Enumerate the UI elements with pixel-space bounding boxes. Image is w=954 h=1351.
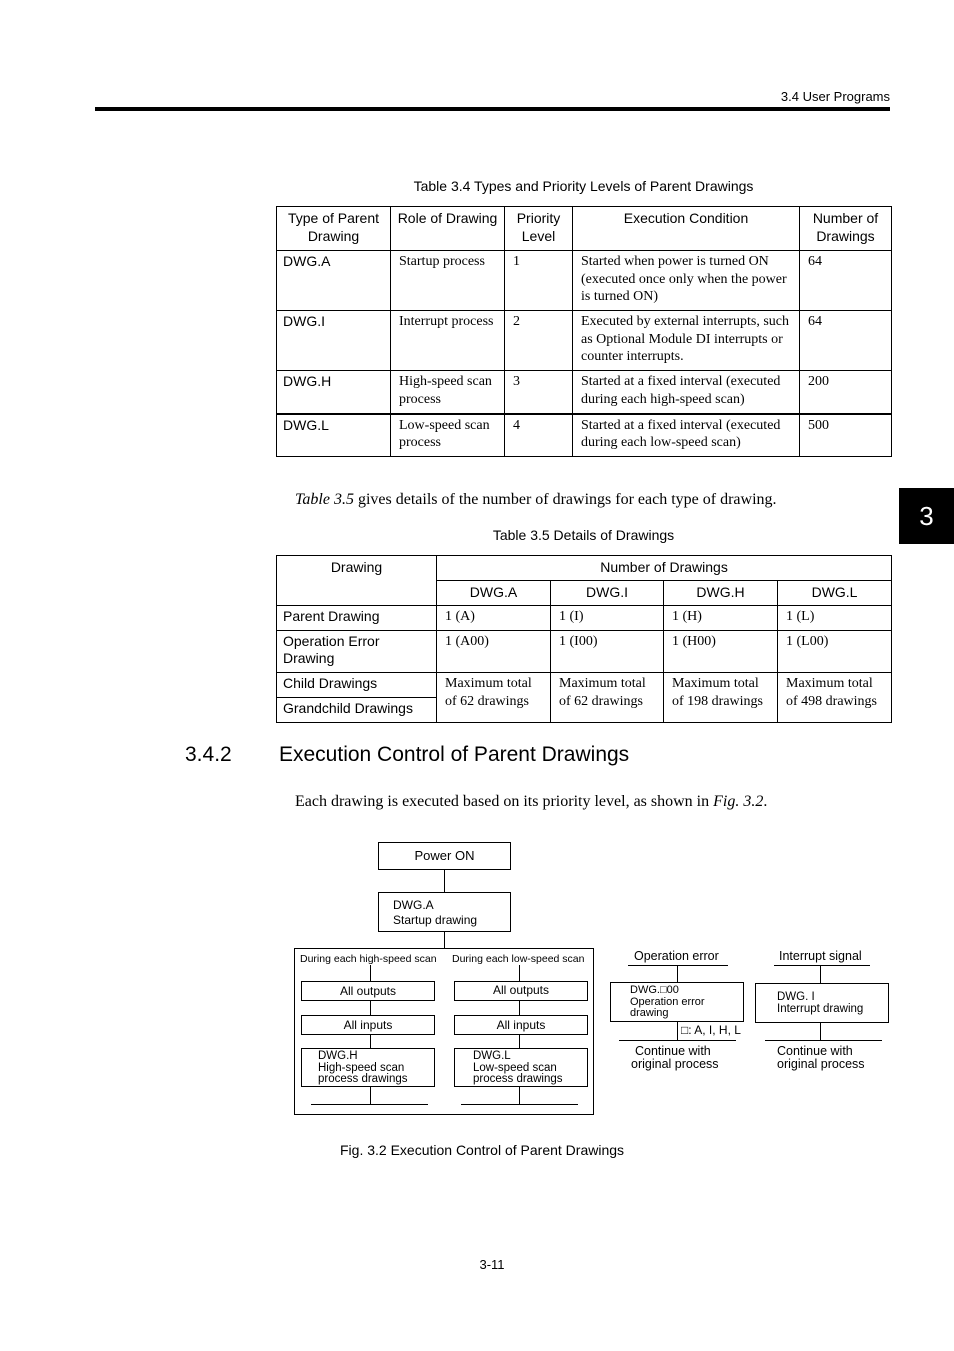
column-subheader: DWG.A (437, 581, 551, 606)
table-cell: 64 (800, 251, 892, 311)
row-label: Child Drawings (277, 673, 437, 698)
table-cell: 1 (A) (437, 606, 551, 631)
connector-line (519, 1001, 520, 1015)
body-text-end: . (763, 793, 768, 810)
connector-line (677, 1022, 678, 1040)
table-cell: Started at a fixed interval (executed during each high-speed scan) (573, 371, 800, 414)
connector-line (370, 965, 371, 981)
continue-note: Continue with (777, 1044, 853, 1058)
table-row (277, 631, 892, 673)
table-cell: Maximum total of 62 drawings (437, 673, 551, 723)
table-header-row (277, 207, 892, 251)
column-header: Execution Condition (573, 207, 800, 251)
connector-line (370, 1035, 371, 1048)
table-reference: Table 3.5 (295, 491, 354, 508)
table-cell: 1 (L00) (778, 631, 892, 673)
table-cell: Low-speed scan process (391, 414, 505, 457)
table-cell: 200 (800, 371, 892, 414)
column-subheader: DWG.L (778, 581, 892, 606)
table-3-5-caption: Table 3.5 Details of Drawings (492, 527, 675, 543)
figure-caption: Fig. 3.2 Execution Control of Parent Drawings (340, 1142, 625, 1158)
high-all-inputs-box (301, 1015, 435, 1035)
row-label: Grandchild Drawings (277, 698, 437, 723)
column-header: Type of Parent Drawing (277, 207, 391, 251)
body-text: Each drawing is executed based on its priority level, as shown in (295, 793, 714, 810)
table-3-5 (276, 555, 892, 723)
table-cell: 1 (I) (551, 606, 664, 631)
end-line (619, 1040, 736, 1041)
table-row (277, 414, 892, 457)
high-drawing-desc: High-speed scan (318, 1061, 405, 1074)
op-error-drawing-name: DWG.□00 (630, 984, 679, 996)
high-drawing-desc2: process drawings (318, 1073, 408, 1085)
column-header: Priority Level (505, 207, 573, 251)
table-cell: 1 (A00) (437, 631, 551, 673)
startup-drawing-desc: Startup drawing (393, 913, 478, 927)
table-cell: 3 (505, 371, 573, 414)
header-rule (95, 107, 890, 111)
table-cell: DWG.A (277, 251, 391, 311)
table-cell: Interrupt process (391, 311, 505, 371)
startup-drawing-box (378, 892, 511, 932)
all-outputs-label: All outputs (492, 983, 550, 997)
table-header-row (277, 556, 892, 581)
table-row (277, 606, 892, 631)
table-cell: DWG.H (277, 371, 391, 414)
interrupt-signal-label: Interrupt signal (779, 949, 862, 963)
power-on-label: Power ON (414, 848, 475, 863)
operation-error-label: Operation error (634, 949, 719, 963)
connector-line (519, 1087, 520, 1104)
operation-error-drawing-box (610, 982, 744, 1022)
end-line (765, 1040, 882, 1041)
drawing-type-note: □: A, I, H, L (681, 1023, 741, 1037)
interrupt-drawing-name: DWG. I (777, 991, 815, 1003)
table-cell: 4 (505, 414, 573, 457)
column-header: Role of Drawing (391, 207, 505, 251)
connector-line (370, 1001, 371, 1015)
continue-note: Continue with (635, 1044, 711, 1058)
table-cell: 2 (505, 311, 573, 371)
high-drawing-name: DWG.H (318, 1050, 358, 1062)
table-cell: Started at a fixed interval (executed during each low-speed scan) (573, 414, 800, 457)
table-cell: 500 (800, 414, 892, 457)
table-cell: 1 (L) (778, 606, 892, 631)
table-row (277, 371, 892, 414)
table-cell: DWG.I (277, 311, 391, 371)
low-all-inputs-box (454, 1015, 588, 1035)
column-subheader: DWG.I (551, 581, 664, 606)
connector-line (519, 965, 520, 981)
table-3-4-caption: Table 3.4 Types and Priority Levels of Parent Drawings (413, 178, 754, 194)
table-3-4 (276, 206, 892, 457)
column-header: Drawing (277, 556, 437, 606)
power-on-box (378, 842, 511, 870)
section-number: 3.4.2 (185, 743, 232, 766)
intro-text: gives details of the number of drawings for each type of drawing. (353, 491, 777, 508)
end-line (311, 1104, 428, 1105)
op-error-drawing-desc2: drawing (630, 1007, 669, 1019)
row-label: Operation Error Drawing (277, 631, 437, 673)
table-cell: 64 (800, 311, 892, 371)
connector-line (370, 1087, 371, 1104)
interrupt-drawing-desc: Interrupt drawing (777, 1003, 864, 1015)
op-error-drawing-desc: Operation error (630, 995, 705, 1008)
high-all-outputs-box (301, 981, 435, 1001)
table-cell: Maximum total of 62 drawings (551, 673, 664, 723)
continue-note-2: original process (777, 1057, 865, 1071)
row-label: Parent Drawing (277, 606, 437, 631)
body-paragraph (295, 793, 767, 811)
table-cell: 1 (I00) (551, 631, 664, 673)
table-cell: Started when power is turned ON (executed once only when the power is turned ON) (573, 251, 800, 311)
section-title: Execution Control of Parent Drawings (279, 743, 630, 766)
high-speed-drawing-box (301, 1048, 435, 1087)
chapter-tab: 3 (899, 488, 954, 544)
running-header: 3.4 User Programs (780, 89, 890, 104)
connector-line (444, 932, 445, 948)
interrupt-drawing-box (755, 983, 889, 1023)
high-scan-label: During each high-speed scan (300, 953, 437, 965)
connector-line (519, 1035, 520, 1048)
low-drawing-desc2: process drawings (473, 1073, 563, 1085)
connector-line (820, 965, 821, 983)
signal-line (774, 965, 870, 966)
column-header: Number of Drawings (437, 556, 892, 581)
low-speed-drawing-box (454, 1048, 588, 1087)
end-line (461, 1104, 578, 1105)
table-cell: High-speed scan process (391, 371, 505, 414)
table-row (277, 311, 892, 371)
low-all-outputs-box (454, 981, 588, 1001)
connector-line (677, 965, 678, 982)
continue-note-2: original process (631, 1057, 719, 1071)
signal-line (628, 965, 728, 966)
low-scan-label: During each low-speed scan (452, 953, 585, 965)
connector-line (444, 870, 445, 892)
table-cell: 1 (505, 251, 573, 311)
table-cell: Maximum total of 498 drawings (778, 673, 892, 723)
low-drawing-desc: Low-speed scan (473, 1061, 557, 1074)
table-3-5-intro (295, 491, 777, 509)
table-cell: DWG.L (277, 414, 391, 457)
table-cell: 1 (H) (664, 606, 778, 631)
table-cell: Executed by external interrupts, such as Optional Module DI interrupts or counter interrupts. (573, 311, 800, 371)
connector-line (820, 1023, 821, 1040)
page-number: 3-11 (479, 1257, 505, 1272)
column-header: Number of Drawings (800, 207, 892, 251)
table-row (277, 251, 892, 311)
all-inputs-label: All inputs (496, 1018, 546, 1032)
table-row (277, 673, 892, 698)
all-outputs-label: All outputs (339, 984, 397, 998)
table-cell: Maximum total of 198 drawings (664, 673, 778, 723)
table-cell: 1 (H00) (664, 631, 778, 673)
figure-reference: Fig. 3.2 (713, 793, 764, 810)
table-cell: Startup process (391, 251, 505, 311)
column-subheader: DWG.H (664, 581, 778, 606)
startup-drawing-name: DWG.A (393, 898, 434, 912)
low-drawing-name: DWG.L (473, 1050, 511, 1062)
all-inputs-label: All inputs (343, 1018, 393, 1032)
